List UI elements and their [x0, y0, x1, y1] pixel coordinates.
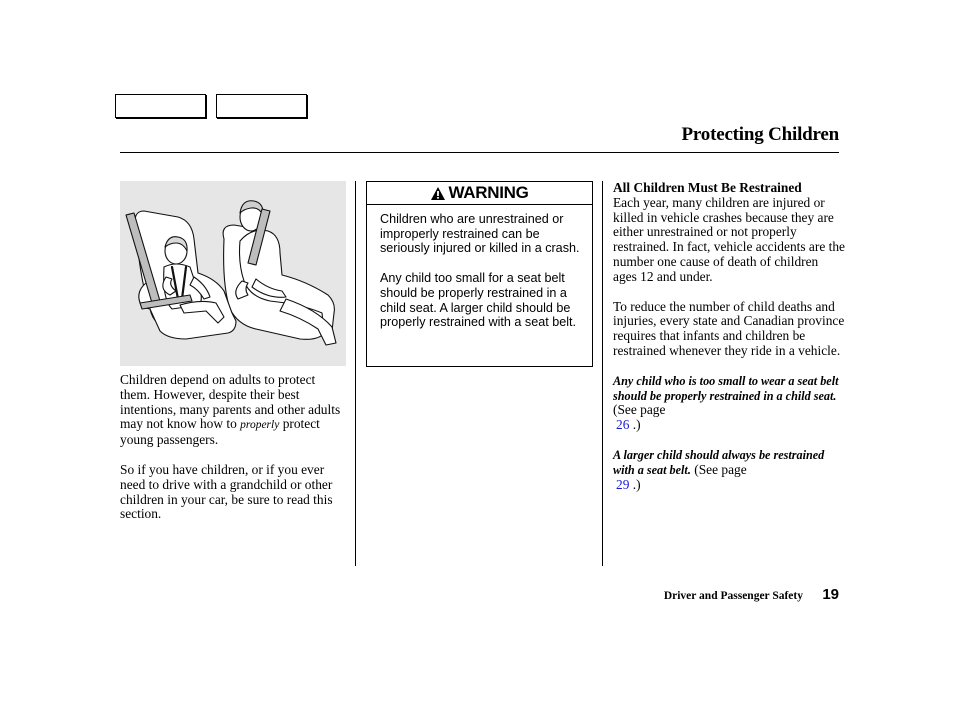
intro-paragraph-1-start: Children depend on adults to protect them. However, despite their best intentions, many parents and other adults may not know how to [120, 372, 341, 432]
page-26-link[interactable]: 26 [616, 417, 630, 433]
nav-button-next[interactable] [216, 94, 307, 118]
section-heading: All Children Must Be Restrained [613, 180, 802, 195]
child-seat-note-close: .) [632, 417, 641, 433]
column-divider-left [355, 181, 356, 566]
page-number: 19 [822, 586, 839, 603]
warning-box [366, 181, 593, 367]
seat-belt-note-close: .) [632, 476, 641, 492]
restraint-paragraph-2: To reduce the number of child deaths and injuries, every state and Canadian province requires that infants and children be restrained whenever they ride in a vehicle. [613, 298, 845, 358]
intro-paragraph-1 [120, 373, 348, 448]
seat-belt-note-emphasis: A larger child should always be restrained with a seat belt. [613, 447, 825, 477]
child-seat-note-ref: (See page [613, 402, 666, 418]
intro-paragraph-1-end: protect young passengers. [120, 416, 320, 448]
warning-paragraph-1: Children who are unrestrained or improperly restrained can be seriously injured or killed in a crash. [380, 212, 580, 256]
warning-header [367, 182, 592, 205]
intro-emphasis: properly [240, 419, 280, 432]
restraint-section [613, 181, 845, 507]
child-seat-note-emphasis: Any child who is too small to wear a seat belt should be properly restrained in a child seat. [613, 373, 839, 403]
page-29-link[interactable]: 29 [616, 476, 630, 492]
restraint-paragraph-1-text: Each year, many children are injured or killed in vehicle crashes because they are either unrestrained or not properly restrained. In fact, vehicle accidents are the number one cause of death of children ages 12 and under. [613, 194, 845, 284]
warning-paragraph-2: Any child too small for a seat belt should be properly restrained in a child seat. A larger child should be properly restrained with a seat belt. [380, 271, 577, 330]
column-divider-right [602, 181, 603, 566]
child-seat-note [613, 374, 845, 433]
nav-button-previous[interactable] [115, 94, 206, 118]
page-title: Protecting Children [681, 124, 839, 145]
title-rule [120, 152, 839, 153]
intro-paragraph-2: So if you have children, or if you ever need to drive with a grandchild or other children in your car, be sure to read this section. [120, 461, 333, 522]
warning-triangle-icon [430, 186, 446, 201]
child-in-car-seat-image [120, 181, 346, 366]
warning-label: WARNING [448, 183, 529, 202]
warning-body [367, 205, 592, 330]
seat-belt-note [613, 448, 845, 492]
footer-section-name: Driver and Passenger Safety [663, 590, 803, 602]
child-seat-illustration [120, 181, 346, 366]
intro-text [120, 373, 348, 537]
seat-belt-note-ref: (See page [694, 461, 747, 477]
restraint-paragraph-1 [613, 181, 845, 285]
